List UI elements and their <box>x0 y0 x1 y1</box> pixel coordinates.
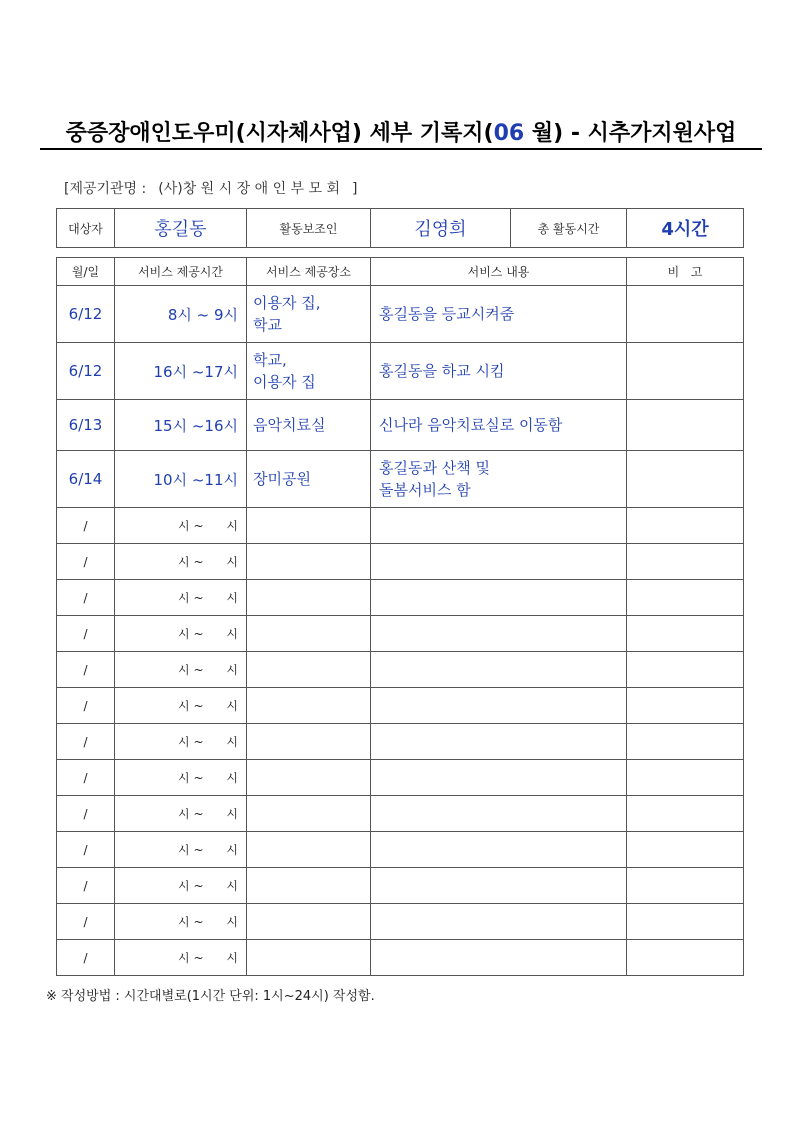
blank-time: 시 ~ 시 <box>115 760 247 796</box>
table-row <box>57 400 744 451</box>
row-content <box>371 343 627 400</box>
blank-place <box>247 760 371 796</box>
row-place <box>247 286 371 343</box>
blank-place <box>247 832 371 868</box>
blank-content <box>371 832 627 868</box>
content-line: 홍길동을 하교 시킴 <box>379 362 505 380</box>
blank-content <box>371 544 627 580</box>
row-time: 15시 ~16시 <box>115 400 247 451</box>
blank-time: 시 ~ 시 <box>115 796 247 832</box>
blank-date: / <box>57 544 115 580</box>
blank-place <box>247 580 371 616</box>
content-line: 홍길동과 산책 및 <box>379 459 490 477</box>
blank-date: / <box>57 796 115 832</box>
provider-paren: (사) <box>158 181 183 197</box>
content-line: 신나라 음악치료실로 이동함 <box>379 416 563 434</box>
blank-note <box>627 760 744 796</box>
blank-content <box>371 652 627 688</box>
hours-value: 4시간 <box>627 209 744 248</box>
place-line: 이용자 집 <box>253 373 316 391</box>
blank-row <box>57 904 744 940</box>
row-note <box>627 343 744 400</box>
provider-label: [제공기관명 : <box>64 181 147 197</box>
blank-place <box>247 796 371 832</box>
helper-label: 활동보조인 <box>247 209 371 248</box>
row-content <box>371 400 627 451</box>
blank-place <box>247 904 371 940</box>
blank-row <box>57 652 744 688</box>
blank-place <box>247 508 371 544</box>
row-place <box>247 343 371 400</box>
title-underline <box>40 148 762 150</box>
header-date: 월/일 <box>57 258 115 286</box>
blank-note <box>627 940 744 976</box>
blank-time: 시 ~ 시 <box>115 868 247 904</box>
blank-time: 시 ~ 시 <box>115 580 247 616</box>
blank-row <box>57 580 744 616</box>
row-content <box>371 286 627 343</box>
blank-place <box>247 724 371 760</box>
blank-note <box>627 796 744 832</box>
row-note <box>627 286 744 343</box>
blank-note <box>627 616 744 652</box>
record-table <box>56 257 744 976</box>
place-line: 장미공원 <box>253 470 311 488</box>
blank-note <box>627 868 744 904</box>
blank-content <box>371 868 627 904</box>
blank-row <box>57 724 744 760</box>
row-note <box>627 400 744 451</box>
blank-date: / <box>57 652 115 688</box>
blank-time: 시 ~ 시 <box>115 616 247 652</box>
blank-place <box>247 616 371 652</box>
blank-row <box>57 868 744 904</box>
blank-content <box>371 796 627 832</box>
blank-row <box>57 760 744 796</box>
blank-date: / <box>57 580 115 616</box>
subject-value: 홍길동 <box>115 209 247 248</box>
blank-date: / <box>57 940 115 976</box>
blank-date: / <box>57 688 115 724</box>
title-prefix: 중증장애인도우미(시자체사업) 세부 기록지( <box>65 121 494 146</box>
blank-place <box>247 544 371 580</box>
blank-note <box>627 508 744 544</box>
blank-content <box>371 724 627 760</box>
header-note: 비 고 <box>627 258 744 286</box>
row-date: 6/13 <box>57 400 115 451</box>
row-date: 6/12 <box>57 286 115 343</box>
title-month: 06 <box>493 121 525 146</box>
row-date: 6/14 <box>57 451 115 508</box>
blank-date: / <box>57 508 115 544</box>
table-row <box>57 451 744 508</box>
blank-place <box>247 688 371 724</box>
document-title <box>40 116 762 152</box>
blank-time: 시 ~ 시 <box>115 508 247 544</box>
table-row <box>57 286 744 343</box>
content-line: 돌봄서비스 함 <box>379 481 471 499</box>
blank-note <box>627 652 744 688</box>
row-date: 6/12 <box>57 343 115 400</box>
blank-content <box>371 580 627 616</box>
blank-content <box>371 760 627 796</box>
blank-time: 시 ~ 시 <box>115 724 247 760</box>
blank-date: / <box>57 904 115 940</box>
row-time: 10시 ~11시 <box>115 451 247 508</box>
blank-date: / <box>57 760 115 796</box>
blank-note <box>627 904 744 940</box>
blank-time: 시 ~ 시 <box>115 688 247 724</box>
blank-note <box>627 832 744 868</box>
title-suffix: 월) - 시추가지원사업 <box>524 121 737 146</box>
blank-place <box>247 868 371 904</box>
blank-note <box>627 544 744 580</box>
blank-time: 시 ~ 시 <box>115 652 247 688</box>
blank-row <box>57 544 744 580</box>
row-place <box>247 451 371 508</box>
blank-time: 시 ~ 시 <box>115 544 247 580</box>
table-row <box>57 343 744 400</box>
footnote: ※ 작성방법 : 시간대별로(1시간 단위: 1시~24시) 작성함. <box>46 989 375 1004</box>
blank-time: 시 ~ 시 <box>115 940 247 976</box>
blank-date: / <box>57 868 115 904</box>
place-line: 학교, <box>253 351 287 369</box>
header-content: 서비스 내용 <box>371 258 627 286</box>
blank-row <box>57 688 744 724</box>
place-line: 음악치료실 <box>253 416 326 434</box>
row-place <box>247 400 371 451</box>
info-table <box>56 208 744 248</box>
blank-content <box>371 688 627 724</box>
blank-place <box>247 940 371 976</box>
blank-date: / <box>57 724 115 760</box>
blank-content <box>371 508 627 544</box>
row-note <box>627 451 744 508</box>
provider-close: ] <box>352 181 358 197</box>
blank-row <box>57 616 744 652</box>
place-line: 학교 <box>253 316 282 334</box>
provider-line <box>64 178 358 198</box>
blank-time: 시 ~ 시 <box>115 832 247 868</box>
helper-value: 김영희 <box>371 209 511 248</box>
blank-date: / <box>57 832 115 868</box>
blank-row <box>57 940 744 976</box>
content-line: 홍길동을 등교시켜줌 <box>379 305 515 323</box>
header-time: 서비스 제공시간 <box>115 258 247 286</box>
blank-place <box>247 652 371 688</box>
blank-time: 시 ~ 시 <box>115 904 247 940</box>
blank-row <box>57 832 744 868</box>
header-row <box>57 258 744 286</box>
blank-note <box>627 724 744 760</box>
blank-note <box>627 688 744 724</box>
subject-label: 대상자 <box>57 209 115 248</box>
hours-label: 총 활동시간 <box>511 209 627 248</box>
row-time: 16시 ~17시 <box>115 343 247 400</box>
place-line: 이용자 집, <box>253 294 321 312</box>
blank-content <box>371 616 627 652</box>
row-time: 8시 ~ 9시 <box>115 286 247 343</box>
row-content <box>371 451 627 508</box>
blank-content <box>371 904 627 940</box>
provider-name: 창 원 시 장 애 인 부 모 회 <box>182 181 341 197</box>
blank-note <box>627 580 744 616</box>
blank-row <box>57 508 744 544</box>
header-place: 서비스 제공장소 <box>247 258 371 286</box>
blank-date: / <box>57 616 115 652</box>
blank-content <box>371 940 627 976</box>
blank-row <box>57 796 744 832</box>
